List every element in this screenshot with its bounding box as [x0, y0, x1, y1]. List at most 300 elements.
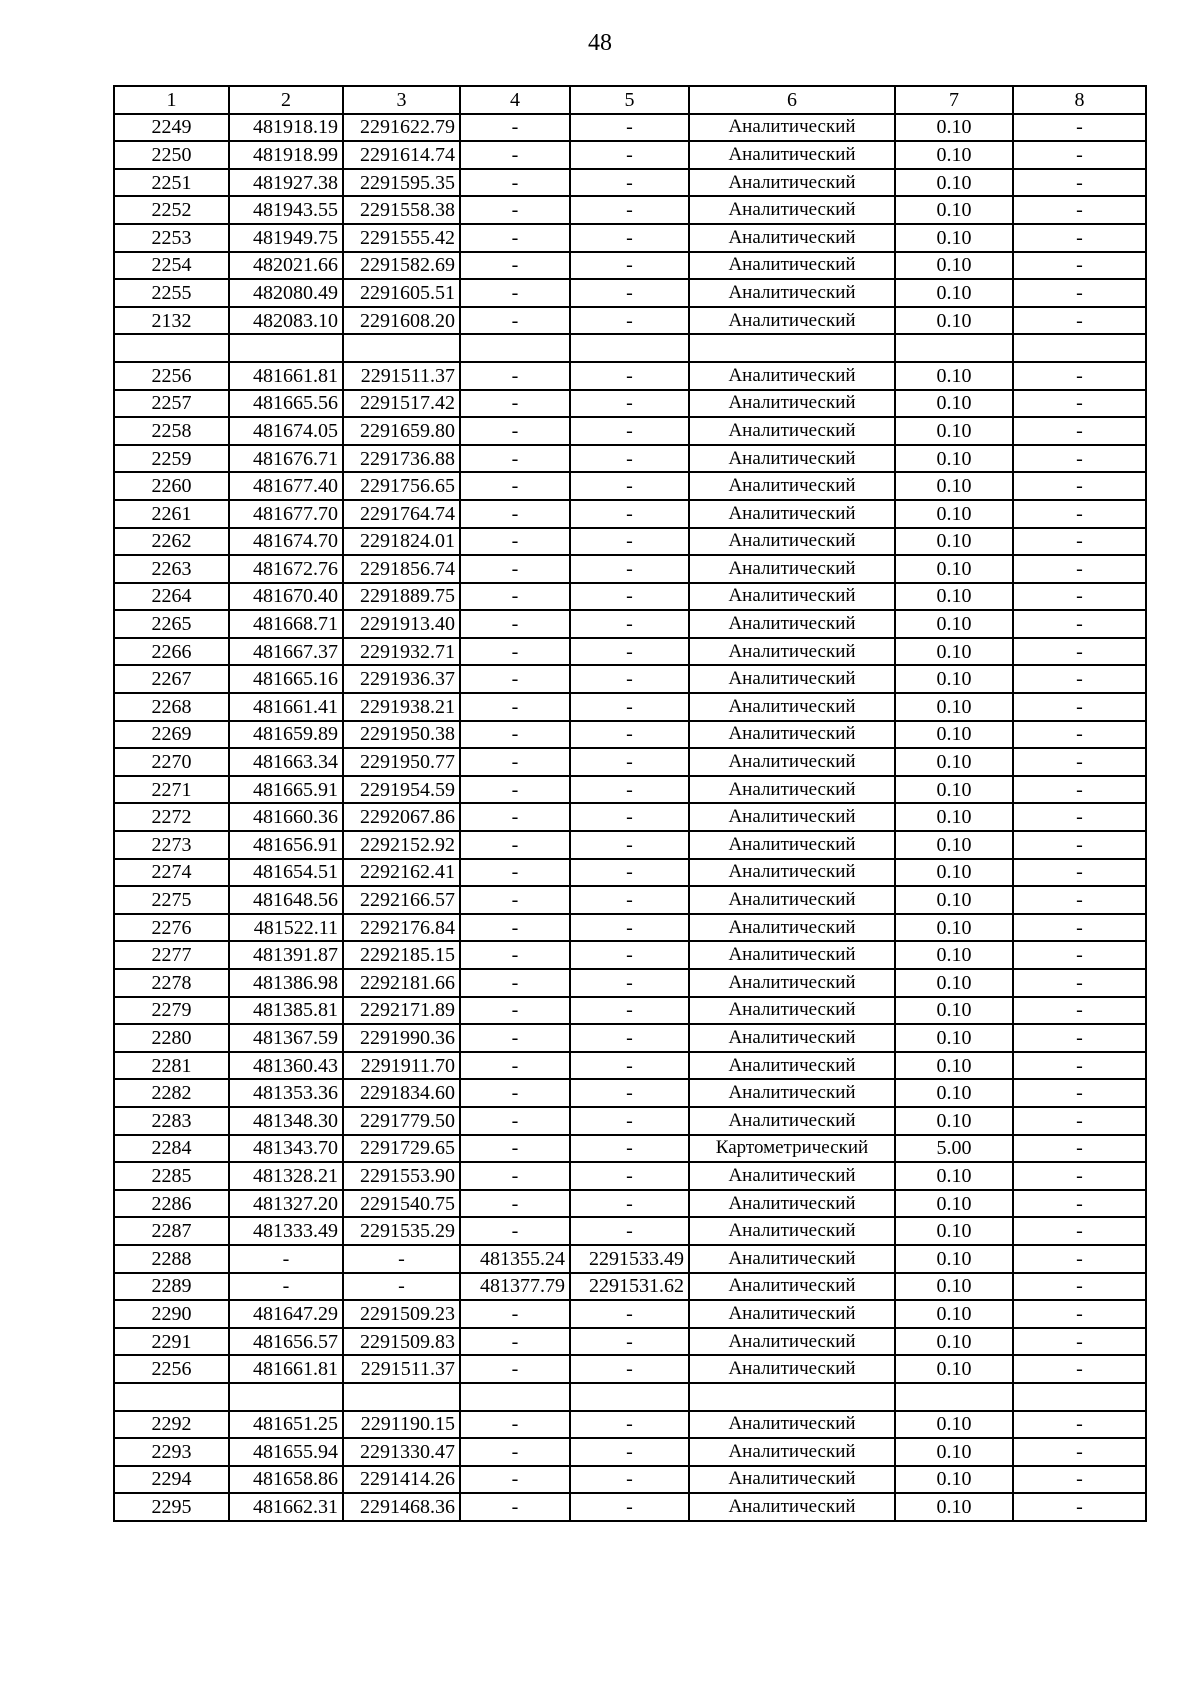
table-row — [114, 859, 1146, 887]
table-cell: - — [460, 748, 570, 776]
table-cell: - — [460, 776, 570, 804]
table-cell: - — [570, 500, 689, 528]
table-cell: Аналитический — [689, 472, 895, 500]
table-body — [114, 114, 1146, 1521]
table-cell: 0.10 — [895, 914, 1013, 942]
table-cell — [689, 1383, 895, 1411]
table-cell: - — [1013, 390, 1146, 418]
table-row — [114, 1190, 1146, 1218]
table-cell: 0.10 — [895, 1466, 1013, 1494]
table-cell: - — [570, 583, 689, 611]
table-cell — [460, 1383, 570, 1411]
table-cell: 2251 — [114, 169, 229, 197]
table-cell: - — [1013, 1217, 1146, 1245]
table-cell: 481353.36 — [229, 1079, 343, 1107]
table-cell: - — [1013, 114, 1146, 142]
table-cell: - — [570, 362, 689, 390]
table-cell: - — [570, 169, 689, 197]
table-cell: - — [570, 417, 689, 445]
table-cell: 2281 — [114, 1052, 229, 1080]
table-cell: - — [1013, 224, 1146, 252]
table-cell: - — [460, 1466, 570, 1494]
table-cell: 2292162.41 — [343, 859, 460, 887]
table-cell: - — [570, 1300, 689, 1328]
table-cell: - — [460, 307, 570, 335]
table-cell: - — [1013, 500, 1146, 528]
table-cell: Аналитический — [689, 307, 895, 335]
table-cell: 2277 — [114, 941, 229, 969]
table-cell: - — [570, 555, 689, 583]
table-cell: 0.10 — [895, 721, 1013, 749]
table-cell: 2279 — [114, 997, 229, 1025]
table-row — [114, 1217, 1146, 1245]
table-row — [114, 169, 1146, 197]
table-cell: 0.10 — [895, 997, 1013, 1025]
table-cell: 482080.49 — [229, 279, 343, 307]
table-cell: - — [570, 141, 689, 169]
table-cell: - — [1013, 610, 1146, 638]
table-cell: 2270 — [114, 748, 229, 776]
table-cell: - — [460, 859, 570, 887]
table-cell: - — [460, 1493, 570, 1521]
table-cell: - — [570, 1107, 689, 1135]
table-cell: 0.10 — [895, 279, 1013, 307]
table-cell: 0.10 — [895, 859, 1013, 887]
header-row — [114, 86, 1146, 114]
table-row — [114, 1355, 1146, 1383]
table-cell: Аналитический — [689, 776, 895, 804]
table-cell: 2291824.01 — [343, 528, 460, 556]
table-cell: 2285 — [114, 1162, 229, 1190]
table-row — [114, 665, 1146, 693]
table-cell: 2132 — [114, 307, 229, 335]
table-cell: Аналитический — [689, 390, 895, 418]
table-cell: - — [1013, 1107, 1146, 1135]
table-cell: 2260 — [114, 472, 229, 500]
table-cell: Аналитический — [689, 169, 895, 197]
table-cell: 2261 — [114, 500, 229, 528]
table-cell: - — [460, 803, 570, 831]
table-cell: - — [460, 1052, 570, 1080]
table-cell: 2292152.92 — [343, 831, 460, 859]
table-cell: 0.10 — [895, 169, 1013, 197]
table-cell: Аналитический — [689, 1493, 895, 1521]
table-cell: 2278 — [114, 969, 229, 997]
table-cell: 2291990.36 — [343, 1024, 460, 1052]
table-cell: Аналитический — [689, 1024, 895, 1052]
table-cell: 0.10 — [895, 665, 1013, 693]
table-cell: 481665.91 — [229, 776, 343, 804]
table-cell: - — [343, 1245, 460, 1273]
table-cell: 482083.10 — [229, 307, 343, 335]
table-cell: 0.10 — [895, 1190, 1013, 1218]
table-cell: 2291509.23 — [343, 1300, 460, 1328]
table-cell: - — [570, 196, 689, 224]
table-cell: - — [1013, 528, 1146, 556]
table-cell: - — [229, 1245, 343, 1273]
table-cell: 0.10 — [895, 417, 1013, 445]
table-cell — [1013, 334, 1146, 362]
table-cell: 2291533.49 — [570, 1245, 689, 1273]
table-cell: - — [570, 1024, 689, 1052]
table-row — [114, 417, 1146, 445]
table-cell: - — [1013, 693, 1146, 721]
table-cell: Аналитический — [689, 224, 895, 252]
table-cell: - — [570, 776, 689, 804]
table-cell: 0.10 — [895, 1162, 1013, 1190]
table-cell: 2276 — [114, 914, 229, 942]
table-cell: 0.10 — [895, 1217, 1013, 1245]
table-cell: 481670.40 — [229, 583, 343, 611]
table-cell: - — [460, 528, 570, 556]
table-cell — [229, 334, 343, 362]
table-cell: 481522.11 — [229, 914, 343, 942]
table-cell: - — [1013, 445, 1146, 473]
table-cell: 2291913.40 — [343, 610, 460, 638]
table-cell: 2291729.65 — [343, 1135, 460, 1163]
table-row — [114, 362, 1146, 390]
column-header: 4 — [460, 86, 570, 114]
column-header: 3 — [343, 86, 460, 114]
table-row — [114, 252, 1146, 280]
table-cell: - — [570, 472, 689, 500]
table-cell: - — [460, 665, 570, 693]
table-cell: 2256 — [114, 362, 229, 390]
table-cell: - — [460, 1300, 570, 1328]
table-cell: 5.00 — [895, 1135, 1013, 1163]
table-cell: 2295 — [114, 1493, 229, 1521]
table-cell: Аналитический — [689, 969, 895, 997]
table-cell: - — [1013, 748, 1146, 776]
table-row — [114, 1438, 1146, 1466]
table-cell: - — [570, 886, 689, 914]
table-cell: 0.10 — [895, 693, 1013, 721]
table-cell: 481661.81 — [229, 362, 343, 390]
table-cell: - — [460, 1328, 570, 1356]
table-cell: - — [570, 997, 689, 1025]
table-cell: 2256 — [114, 1355, 229, 1383]
table-cell: 481355.24 — [460, 1245, 570, 1273]
table-cell: Аналитический — [689, 831, 895, 859]
table-cell: 0.10 — [895, 1493, 1013, 1521]
table-cell: 2291531.62 — [570, 1273, 689, 1301]
table-cell: - — [1013, 859, 1146, 887]
column-header: 8 — [1013, 86, 1146, 114]
table-cell: Аналитический — [689, 445, 895, 473]
table-cell: Аналитический — [689, 1300, 895, 1328]
table-cell: 0.10 — [895, 831, 1013, 859]
table-cell: 2280 — [114, 1024, 229, 1052]
table-cell: - — [1013, 886, 1146, 914]
table-cell: 2291582.69 — [343, 252, 460, 280]
table-cell: 2271 — [114, 776, 229, 804]
table-cell: 2291555.42 — [343, 224, 460, 252]
table-cell: - — [1013, 803, 1146, 831]
table-row — [114, 445, 1146, 473]
table-cell: Аналитический — [689, 693, 895, 721]
table-row — [114, 307, 1146, 335]
table-cell: 0.10 — [895, 1328, 1013, 1356]
table-cell: - — [460, 610, 570, 638]
table-cell: 2294 — [114, 1466, 229, 1494]
table-row — [114, 914, 1146, 942]
table-cell: Аналитический — [689, 1411, 895, 1439]
table-cell: - — [1013, 141, 1146, 169]
table-cell: - — [1013, 169, 1146, 197]
table-cell: 2291605.51 — [343, 279, 460, 307]
table-cell: 2291834.60 — [343, 1079, 460, 1107]
table-cell: 2291889.75 — [343, 583, 460, 611]
table-cell: 481386.98 — [229, 969, 343, 997]
table-cell: - — [1013, 252, 1146, 280]
table-cell: 481927.38 — [229, 169, 343, 197]
table-cell: - — [1013, 1052, 1146, 1080]
table-cell: - — [460, 693, 570, 721]
table-cell: - — [570, 1217, 689, 1245]
table-cell: - — [460, 445, 570, 473]
table-cell: - — [460, 279, 570, 307]
table-cell: - — [570, 665, 689, 693]
table-cell: 0.10 — [895, 1273, 1013, 1301]
table-cell: Аналитический — [689, 638, 895, 666]
table-cell: - — [460, 997, 570, 1025]
table-cell: 2284 — [114, 1135, 229, 1163]
table-cell: - — [570, 941, 689, 969]
column-header: 7 — [895, 86, 1013, 114]
table-cell: - — [460, 638, 570, 666]
table-cell: - — [1013, 997, 1146, 1025]
table-cell: Аналитический — [689, 196, 895, 224]
table-cell: - — [1013, 1438, 1146, 1466]
table-cell: 0.10 — [895, 583, 1013, 611]
table-cell: 481327.20 — [229, 1190, 343, 1218]
table-cell: - — [460, 169, 570, 197]
table-cell: - — [570, 859, 689, 887]
table-cell: 481665.56 — [229, 390, 343, 418]
table-cell: 481659.89 — [229, 721, 343, 749]
table-row — [114, 1024, 1146, 1052]
table-cell: 0.10 — [895, 114, 1013, 142]
table-cell: 481391.87 — [229, 941, 343, 969]
table-cell: - — [570, 721, 689, 749]
table-cell: 482021.66 — [229, 252, 343, 280]
table-cell: - — [570, 969, 689, 997]
table-cell: 2262 — [114, 528, 229, 556]
table-row — [114, 831, 1146, 859]
table-cell: - — [570, 831, 689, 859]
table-cell: - — [1013, 638, 1146, 666]
table-cell: Картометрический — [689, 1135, 895, 1163]
table-cell: - — [1013, 417, 1146, 445]
table-cell: 0.10 — [895, 886, 1013, 914]
table-cell: 0.10 — [895, 1300, 1013, 1328]
table-cell: 481348.30 — [229, 1107, 343, 1135]
table-cell: - — [460, 1024, 570, 1052]
table-cell: - — [460, 1190, 570, 1218]
table-cell: Аналитический — [689, 1328, 895, 1356]
table-cell: - — [460, 721, 570, 749]
table-row — [114, 803, 1146, 831]
table-row — [114, 969, 1146, 997]
table-cell: Аналитический — [689, 279, 895, 307]
table-cell: - — [460, 1135, 570, 1163]
table-cell: 2291938.21 — [343, 693, 460, 721]
table-cell: - — [570, 528, 689, 556]
table-cell: 2268 — [114, 693, 229, 721]
column-header: 2 — [229, 86, 343, 114]
table-cell: - — [1013, 721, 1146, 749]
table-cell — [229, 1383, 343, 1411]
table-cell: - — [460, 555, 570, 583]
table-cell: Аналитический — [689, 859, 895, 887]
table-cell: 2291535.29 — [343, 1217, 460, 1245]
table-cell: 481677.40 — [229, 472, 343, 500]
table-cell: 2287 — [114, 1217, 229, 1245]
table-row — [114, 638, 1146, 666]
table-cell: 0.10 — [895, 252, 1013, 280]
table-cell: Аналитический — [689, 997, 895, 1025]
table-cell: Аналитический — [689, 914, 895, 942]
table-cell: - — [460, 1079, 570, 1107]
table-cell: Аналитический — [689, 1190, 895, 1218]
table-cell: 481676.71 — [229, 445, 343, 473]
table-cell: 2293 — [114, 1438, 229, 1466]
table-cell: 481660.36 — [229, 803, 343, 831]
table-cell: - — [460, 969, 570, 997]
table-cell: Аналитический — [689, 941, 895, 969]
table-cell: 481661.81 — [229, 1355, 343, 1383]
table-cell: 481949.75 — [229, 224, 343, 252]
table-cell: 2291 — [114, 1328, 229, 1356]
table-cell: Аналитический — [689, 1466, 895, 1494]
table-cell: 481654.51 — [229, 859, 343, 887]
table-cell: 481656.57 — [229, 1328, 343, 1356]
table-cell: Аналитический — [689, 1079, 895, 1107]
table-row — [114, 555, 1146, 583]
table-cell: 2291950.77 — [343, 748, 460, 776]
table-cell: 2286 — [114, 1190, 229, 1218]
table-cell: Аналитический — [689, 1162, 895, 1190]
table-cell: 0.10 — [895, 196, 1013, 224]
table-cell: - — [1013, 196, 1146, 224]
table-cell: 0.10 — [895, 1245, 1013, 1273]
table-cell: 0.10 — [895, 307, 1013, 335]
table-cell: - — [570, 1355, 689, 1383]
table-cell: 2291330.47 — [343, 1438, 460, 1466]
table-cell: 0.10 — [895, 141, 1013, 169]
table-row — [114, 776, 1146, 804]
table-cell: - — [570, 224, 689, 252]
table-row — [114, 721, 1146, 749]
table-cell: 2291756.65 — [343, 472, 460, 500]
table-cell: 2291558.38 — [343, 196, 460, 224]
table-cell: - — [570, 252, 689, 280]
table-cell: 0.10 — [895, 1079, 1013, 1107]
table-cell: - — [460, 224, 570, 252]
table-cell: - — [460, 1217, 570, 1245]
table-cell: 0.10 — [895, 1438, 1013, 1466]
table-cell: 0.10 — [895, 1052, 1013, 1080]
table-cell: 481647.29 — [229, 1300, 343, 1328]
table-row — [114, 390, 1146, 418]
table-cell: 0.10 — [895, 776, 1013, 804]
table-cell: - — [570, 1438, 689, 1466]
table-cell: 2290 — [114, 1300, 229, 1328]
table-cell: Аналитический — [689, 1438, 895, 1466]
table-cell: - — [1013, 1245, 1146, 1273]
table-cell: - — [1013, 1162, 1146, 1190]
table-cell: Аналитический — [689, 417, 895, 445]
table-cell: - — [460, 500, 570, 528]
table-cell: 481651.25 — [229, 1411, 343, 1439]
table-cell: - — [570, 1162, 689, 1190]
table-cell: 481667.37 — [229, 638, 343, 666]
table-cell: - — [1013, 1079, 1146, 1107]
table-cell: - — [1013, 969, 1146, 997]
table-row — [114, 279, 1146, 307]
table-cell: - — [570, 1466, 689, 1494]
table-cell — [570, 1383, 689, 1411]
table-cell: - — [1013, 1328, 1146, 1356]
table-cell: - — [460, 886, 570, 914]
table-cell: 481674.70 — [229, 528, 343, 556]
table-cell: - — [1013, 1355, 1146, 1383]
table-cell: 2292185.15 — [343, 941, 460, 969]
table-cell: 2291622.79 — [343, 114, 460, 142]
table-row — [114, 1245, 1146, 1273]
table-cell: Аналитический — [689, 362, 895, 390]
page-number: 48 — [588, 30, 612, 56]
table-cell: - — [460, 1355, 570, 1383]
table-cell: Аналитический — [689, 252, 895, 280]
table-cell: 481674.05 — [229, 417, 343, 445]
table-cell: - — [570, 914, 689, 942]
table-cell: 2291779.50 — [343, 1107, 460, 1135]
table-cell: 0.10 — [895, 638, 1013, 666]
table-cell: Аналитический — [689, 1245, 895, 1273]
table-cell: 0.10 — [895, 390, 1013, 418]
table-cell: 2258 — [114, 417, 229, 445]
table-cell: - — [460, 390, 570, 418]
table-cell: 481328.21 — [229, 1162, 343, 1190]
table-cell: - — [570, 279, 689, 307]
table-cell — [114, 1383, 229, 1411]
table-cell: - — [1013, 307, 1146, 335]
table-cell: 2291511.37 — [343, 362, 460, 390]
table-cell: 2292166.57 — [343, 886, 460, 914]
table-row — [114, 1383, 1146, 1411]
table-cell: - — [460, 1411, 570, 1439]
table-cell: 481665.16 — [229, 665, 343, 693]
table-cell: Аналитический — [689, 500, 895, 528]
table-cell: - — [1013, 1273, 1146, 1301]
table-cell: 481677.70 — [229, 500, 343, 528]
table-cell: 0.10 — [895, 1107, 1013, 1135]
table-cell: - — [1013, 914, 1146, 942]
table-row — [114, 610, 1146, 638]
table-cell — [895, 1383, 1013, 1411]
table-cell: 2259 — [114, 445, 229, 473]
table-cell: 2291608.20 — [343, 307, 460, 335]
table-cell: 2291511.37 — [343, 1355, 460, 1383]
table-cell: 2289 — [114, 1273, 229, 1301]
table-cell: 481655.94 — [229, 1438, 343, 1466]
table-cell: 2274 — [114, 859, 229, 887]
table-cell: 2291764.74 — [343, 500, 460, 528]
table-row — [114, 941, 1146, 969]
table-row — [114, 1466, 1146, 1494]
table-cell: 2264 — [114, 583, 229, 611]
